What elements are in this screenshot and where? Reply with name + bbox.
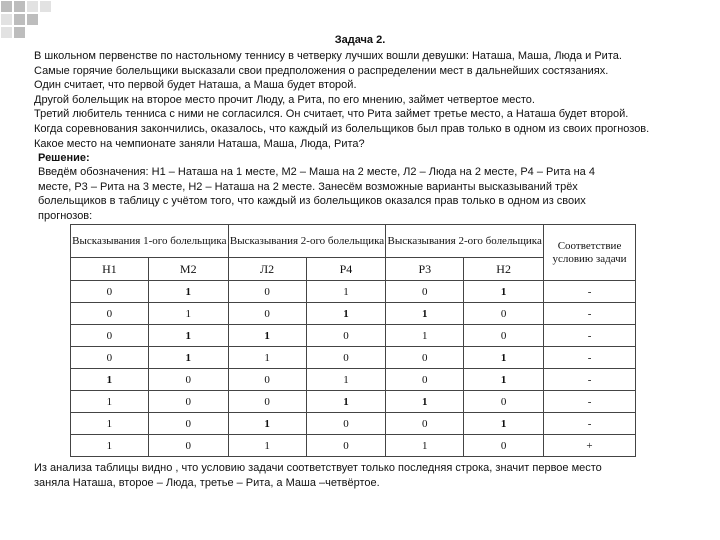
table-cell: 0 bbox=[306, 347, 386, 369]
solution-text bbox=[38, 165, 678, 223]
solution-line: месте, Р3 – Рита на 3 месте, Н2 – Наташа на 2 месте. Занесём возможные варианты высказываний трёх bbox=[38, 180, 578, 193]
table-cell: 0 bbox=[386, 413, 464, 435]
table-cell: 0 bbox=[464, 391, 544, 413]
table-cell: 1 bbox=[306, 303, 386, 325]
table-cell: 0 bbox=[306, 325, 386, 347]
table-cell: 1 bbox=[148, 325, 228, 347]
table-cell: 1 bbox=[386, 435, 464, 457]
table-cell: 1 bbox=[386, 391, 464, 413]
table-cell: 1 bbox=[71, 435, 149, 457]
table-cell: 1 bbox=[306, 391, 386, 413]
table-cell: 0 bbox=[386, 369, 464, 391]
table-cell: 0 bbox=[464, 325, 544, 347]
table-row bbox=[71, 391, 636, 413]
table-cell: 0 bbox=[71, 325, 149, 347]
problem-line: В школьном первенстве по настольному теннису в четверку лучших вошли девушки: Наташа, Маша, Люда и Рита. bbox=[34, 50, 622, 62]
result-cell: - bbox=[544, 347, 636, 369]
table-cell: 0 bbox=[71, 281, 149, 303]
condition-header: Соответствие условию задачи bbox=[544, 225, 636, 281]
table-row bbox=[71, 369, 636, 391]
conclusion-line: Из анализа таблицы видно , что условию задачи соответствует только последняя строка, значит первое место bbox=[34, 462, 602, 474]
table-cell: 0 bbox=[464, 303, 544, 325]
table-cell: 0 bbox=[71, 303, 149, 325]
group-header-fan-1: Высказывания 1-ого болельщика bbox=[71, 225, 229, 258]
table-cell: 0 bbox=[306, 413, 386, 435]
table-row bbox=[71, 325, 636, 347]
table-cell: 1 bbox=[228, 413, 306, 435]
conclusion-line: заняла Наташа, второе – Люда, третье – Рита, а Маша –четвёртое. bbox=[34, 476, 380, 489]
conclusion-text bbox=[34, 461, 694, 490]
table-cell: 0 bbox=[306, 435, 386, 457]
result-cell: + bbox=[544, 435, 636, 457]
table-row bbox=[71, 435, 636, 457]
result-cell: - bbox=[544, 369, 636, 391]
table-cell: 1 bbox=[386, 303, 464, 325]
result-cell: - bbox=[544, 413, 636, 435]
table-cell: 1 bbox=[306, 281, 386, 303]
problem-line: Самые горячие болельщики высказали свои предположения о распределении мест в дальнейших состязаниях. bbox=[34, 64, 609, 77]
table-cell: 0 bbox=[148, 413, 228, 435]
column-header: Р3 bbox=[386, 258, 464, 281]
group-header-fan-2: Высказывания 2-ого болельщика bbox=[228, 225, 386, 258]
result-cell: - bbox=[544, 391, 636, 413]
group-header-fan-3: Высказывания 2-ого болельщика bbox=[386, 225, 544, 258]
column-header: Р4 bbox=[306, 258, 386, 281]
column-header: М2 bbox=[148, 258, 228, 281]
table-cell: 0 bbox=[228, 303, 306, 325]
table-cell: 1 bbox=[228, 325, 306, 347]
result-cell: - bbox=[544, 303, 636, 325]
table-cell: 1 bbox=[71, 369, 149, 391]
table-cell: 0 bbox=[228, 281, 306, 303]
table-cell: 1 bbox=[464, 347, 544, 369]
solution-line: прогнозов: bbox=[38, 209, 93, 222]
table-row bbox=[71, 413, 636, 435]
problem-line: Когда соревнования закончились, оказалось, что каждый из болельщиков был прав только в одном из своих прогнозов. bbox=[34, 122, 650, 135]
solution-label: Решение: bbox=[38, 152, 90, 164]
table-cell: 1 bbox=[306, 369, 386, 391]
problem-line: Какое место на чемпионате заняли Наташа, Маша, Люда, Рита? bbox=[34, 137, 365, 150]
table-cell: 1 bbox=[228, 347, 306, 369]
table-cell: 1 bbox=[148, 347, 228, 369]
solution-line: Введём обозначения: Н1 – Наташа на 1 месте, М2 – Маша на 2 месте, Л2 – Люда на 2 месте, Р4 – Рита на 4 bbox=[38, 166, 595, 178]
problem-line: Один считает, что первой будет Наташа, а Маша будет второй. bbox=[34, 79, 357, 92]
problem-line: Другой болельщик на второе место прочит Люду, а Рита, по его мнению, займет четвертое место. bbox=[34, 93, 535, 106]
result-cell: - bbox=[544, 281, 636, 303]
truth-table bbox=[70, 224, 636, 457]
table-row bbox=[71, 281, 636, 303]
table-cell: 0 bbox=[71, 347, 149, 369]
table-cell: 1 bbox=[71, 391, 149, 413]
table-cell: 0 bbox=[386, 281, 464, 303]
problem-line: Третий любитель тенниса с ними не согласился. Он считает, что Рита займет третье место, а Наташа будет второй. bbox=[34, 108, 629, 121]
table-cell: 1 bbox=[464, 369, 544, 391]
table-cell: 0 bbox=[228, 369, 306, 391]
table-cell: 1 bbox=[228, 435, 306, 457]
column-header: Л2 bbox=[228, 258, 306, 281]
task-title: Задача 2. bbox=[334, 34, 386, 46]
table-cell: 1 bbox=[464, 281, 544, 303]
table-cell: 0 bbox=[464, 435, 544, 457]
table-cell: 1 bbox=[464, 413, 544, 435]
table-cell: 0 bbox=[386, 347, 464, 369]
column-header: Н1 bbox=[71, 258, 149, 281]
problem-statement bbox=[34, 49, 704, 151]
table-cell: 1 bbox=[71, 413, 149, 435]
table-cell: 0 bbox=[148, 435, 228, 457]
table-cell: 1 bbox=[148, 281, 228, 303]
table-cell: 1 bbox=[148, 303, 228, 325]
table-cell: 1 bbox=[386, 325, 464, 347]
table-row bbox=[71, 303, 636, 325]
table-row bbox=[71, 347, 636, 369]
table-cell: 0 bbox=[148, 391, 228, 413]
column-header: Н2 bbox=[464, 258, 544, 281]
result-cell: - bbox=[544, 325, 636, 347]
table-cell: 0 bbox=[228, 391, 306, 413]
solution-line: болельщиков в таблицу с учётом того, что каждый из болельщиков оказался прав только в одном из своих bbox=[38, 195, 586, 208]
table-cell: 0 bbox=[148, 369, 228, 391]
